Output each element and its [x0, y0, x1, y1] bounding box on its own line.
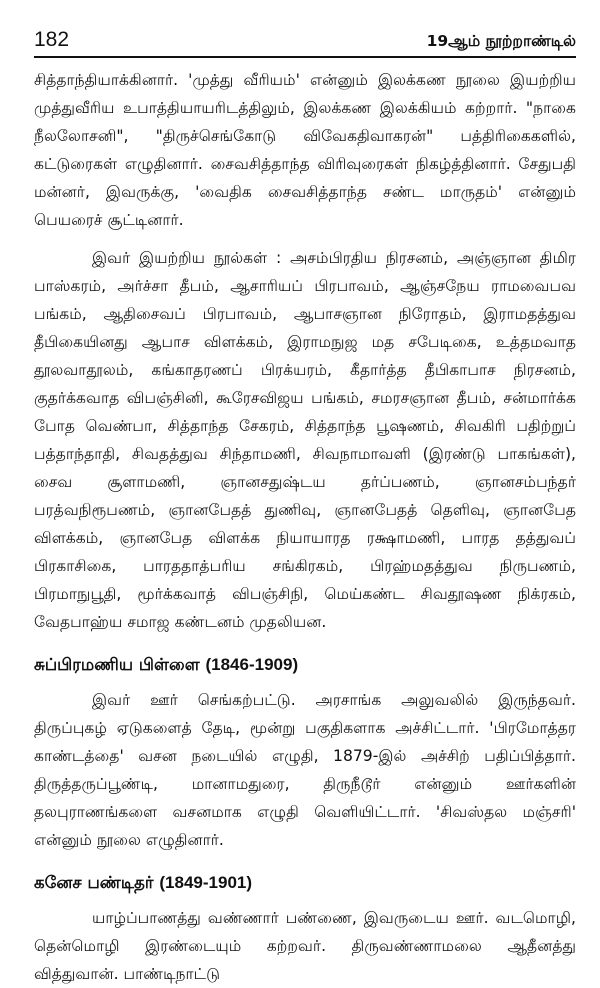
paragraph-subramaniya-pillai: இவர் ஊர் செங்கற்பட்டு. அரசாங்க அலுவலில் இருந்தவர். திருப்புகழ் ஏடுகளைத் தேடி, மூன்று பகுதிகளாக அச்சிட்டார். 'பிரமோத்தர காண்டத்தை' வசன நடையில் எழுதி, 1879-இல் அச்சிற் பதிப்பித்தார். திருத்தருப்பூண்டி, மானாமதுரை, திருநீடூர் என்னும் ஊர்களின் தலபுராணங்களை வசனமாக எழுதி வெளியிட்டார். 'சிவஸ்தல மஞ்சரி' என்னும் நூலை எழுதினார். [34, 691, 576, 849]
page-header [34, 22, 576, 52]
paragraph-continuation: சித்தாந்தியாக்கினார். 'முத்து வீரியம்' என்னும் இலக்கண நூலை இயற்றிய முத்துவீரிய உபாத்தியாயரிடத்திலும், இலக்கண இலக்கியம் கற்றார். "நாகை நீலலோசனி", "திருச்செங்கோடு விவேகதிவாகரன்" பத்திரிகைகளில், கட்டுரைகள் எழுதினார். சைவசித்தாந்த விரிவுரைகள் நிகழ்த்தினார். சேதுபதி மன்னர், இவருக்கு, 'வைதிக சைவசித்தாந்த சண்ட மாருதம்' என்னும் பெயரைச் சூட்டினார். [34, 71, 576, 229]
heading-years: (1849-1901) [159, 873, 253, 892]
header-rule [34, 56, 576, 58]
heading-years: (1846-1909) [205, 655, 299, 674]
paragraph-works-list: இவர் இயற்றிய நூல்கள் : அசம்பிரதிய நிரசனம், அஞ்ஞான திமிர பாஸ்கரம், அர்ச்சா தீபம், ஆசாரியப் பிரபாவம், ஆஞ்சநேய ராமவைபவ பங்கம், ஆதிசைவப் பிரபாவம், ஆபாசஞான நிரோதம், இராமதத்துவ தீபிகையினது ஆபாச விளக்கம், இராமநுஜ மத சபேடிகை, உத்தமவாத தூலவாதூலம், கங்காதரணப் பிரக்யரம், கீதார்த்த தீபிகாபாச நிரசனம், குதர்க்கவாத விபஞ்சினி, கூரேசவிஜய பங்கம், சமரசஞான தீபம், சன்மார்க்க போத வெண்பா, சித்தாந்த சேகரம், சித்தாந்த பூஷணம், சிவகிரி பதிற்றுப் பத்தாந்தாதி, சிவதத்துவ சிந்தாமணி, சிவநாமாவளி (இரண்டு பாகங்கள்), சைவ சூளாமணி, ஞானசதுஷ்டய தர்ப்பணம், ஞானசம்பந்தர் பரத்வநிரூபணம், ஞானபேதத் துணிவு, ஞானபேதத் தெளிவு, ஞானபேத விளக்கம், ஞானபேத விளக்க நியாயாரத ரக்ஷாமணி, பாரத தத்துவப் பிரகாசிகை, பாரததாத்பரிய சங்கிரகம், பிரஹ்மதத்துவ நிருபணம், பிரமாநுபூதி, மூர்க்கவாத் விபஞ்சிநி, மெய்கண்ட சிவதூஷண நிக்ரகம், வேதபாஹ்ய சமாஜ கண்டனம் முதலியன. [34, 249, 576, 631]
page-number: 182 [34, 28, 70, 51]
running-title: 19ஆம் நூற்றாண்டில் [426, 32, 576, 50]
heading-name: கனேச பண்டிதர் [34, 873, 154, 892]
section-heading-ganesa-pandithar [34, 870, 576, 896]
paragraph-ganesa-pandithar: யாழ்ப்பாணத்து வண்ணார் பண்ணை, இவருடைய ஊர். வடமொழி, தென்மொழி இரண்டையும் கற்றவர். திருவண்ணாமலை ஆதீனத்து வித்துவான். பாண்டிநாட்டு [34, 909, 576, 983]
heading-name: சுப்பிரமணிய பிள்ளை [34, 655, 200, 674]
section-heading-subramaniya-pillai [34, 652, 576, 678]
